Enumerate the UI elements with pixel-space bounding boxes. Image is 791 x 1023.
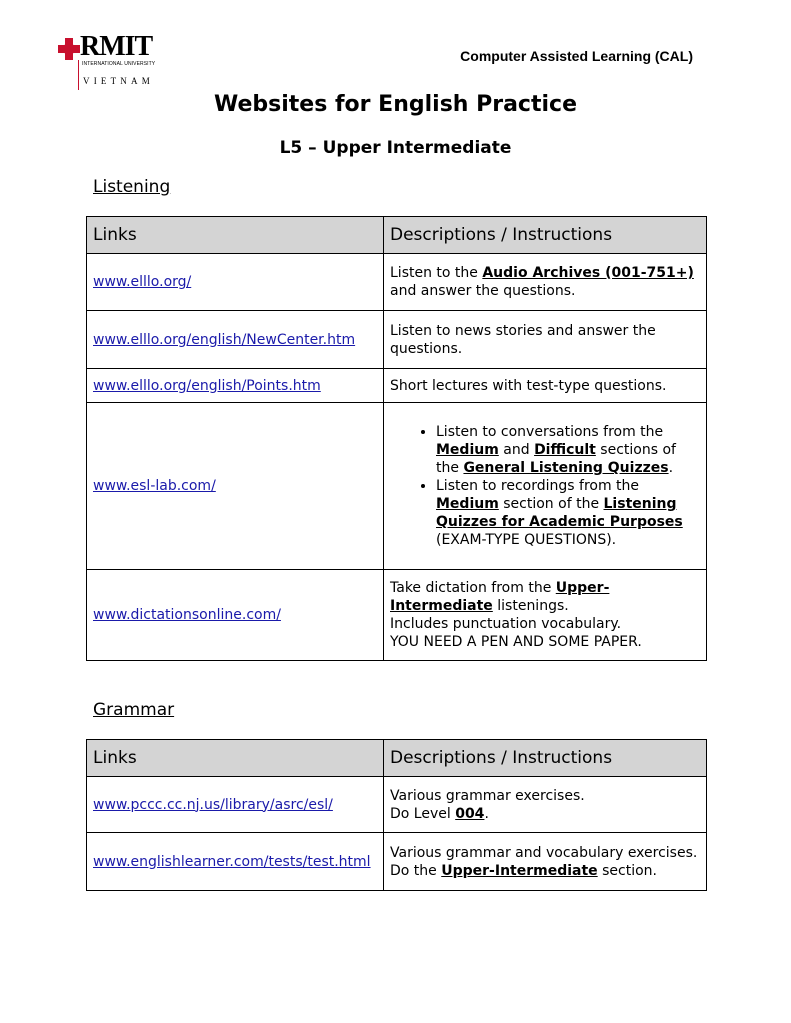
desc-line <box>390 862 700 880</box>
link-elllo[interactable]: www.elllo.org/ <box>87 254 384 311</box>
rmit-cross-icon <box>58 38 80 60</box>
desc-line: Various grammar exercises. <box>390 787 585 804</box>
table-row <box>87 570 707 661</box>
listening-table <box>86 216 707 661</box>
desc-text: section. <box>597 862 657 879</box>
column-header-descriptions: Descriptions / Instructions <box>384 740 707 777</box>
desc-emphasis: General Listening Quizzes <box>463 460 669 476</box>
desc-emphasis: Medium <box>436 496 499 512</box>
link-esl-lab[interactable]: www.esl-lab.com/ <box>87 403 384 570</box>
desc-emphasis: Difficult <box>534 442 596 458</box>
desc-text: and <box>498 442 535 458</box>
desc-emphasis: Upper-Intermediate <box>390 580 610 614</box>
description-cell: Short lectures with test-type questions. <box>384 369 707 403</box>
list-item <box>436 477 700 549</box>
link-englishlearner[interactable]: www.englishlearner.com/tests/test.html <box>87 833 384 891</box>
description-cell <box>384 777 707 833</box>
desc-text: Do Level <box>390 805 456 822</box>
desc-text: Take dictation from the <box>390 580 556 596</box>
link-elllo-newcenter[interactable]: www.elllo.org/english/NewCenter.htm <box>87 311 384 369</box>
page-title: Websites for English Practice <box>214 92 577 117</box>
logo-subtext: INTERNATIONAL UNIVERSITY <box>82 61 156 67</box>
desc-emphasis: Medium <box>436 442 499 458</box>
listening-heading: Listening <box>93 177 171 197</box>
desc-emphasis: Listening Quizzes for Academic Purposes <box>436 496 683 530</box>
desc-text: Do the <box>390 862 442 879</box>
table-row <box>87 311 707 369</box>
desc-line: YOU NEED A PEN AND SOME PAPER. <box>390 634 642 650</box>
grammar-table <box>86 739 707 891</box>
description-cell <box>384 833 707 891</box>
logo-divider <box>78 60 79 90</box>
desc-text: Listen to recordings from the <box>436 478 640 494</box>
desc-line <box>390 579 700 615</box>
grammar-heading: Grammar <box>93 700 175 720</box>
link-pccc[interactable]: www.pccc.cc.nj.us/library/asrc/esl/ <box>87 777 384 833</box>
description-cell <box>384 254 707 311</box>
table-row <box>87 403 707 570</box>
description-list <box>390 423 700 549</box>
desc-line: Various grammar and vocabulary exercises. <box>390 844 698 861</box>
table-row <box>87 777 707 833</box>
table-row <box>87 833 707 891</box>
table-header-row <box>87 217 707 254</box>
page-subtitle: L5 – Upper Intermediate <box>279 138 512 158</box>
desc-text: sections of the <box>436 442 676 476</box>
column-header-links: Links <box>87 740 384 777</box>
desc-emphasis: 004 <box>455 805 485 822</box>
logo-text: RMIT <box>80 31 153 62</box>
rmit-logo <box>58 31 158 90</box>
logo-country: VIETNAM <box>83 76 154 86</box>
table-row <box>87 369 707 403</box>
desc-text: listenings. <box>492 598 569 614</box>
header-course-title: Computer Assisted Learning (CAL) <box>460 48 693 64</box>
desc-text: . <box>668 460 674 476</box>
column-header-links: Links <box>87 217 384 254</box>
column-header-descriptions: Descriptions / Instructions <box>384 217 707 254</box>
desc-line: Includes punctuation vocabulary. <box>390 616 622 632</box>
list-item <box>436 423 700 477</box>
desc-text: Listen to the <box>390 265 483 281</box>
description-cell <box>384 570 707 661</box>
desc-text: (EXAM-TYPE QUESTIONS). <box>436 532 617 548</box>
desc-text: . <box>484 805 489 822</box>
link-dictationsonline[interactable]: www.dictationsonline.com/ <box>87 570 384 661</box>
description-cell <box>384 403 707 570</box>
table-header-row <box>87 740 707 777</box>
desc-emphasis: Upper-Intermediate <box>441 862 598 879</box>
desc-emphasis: Audio Archives (001-751+) <box>482 265 694 281</box>
description-cell: Listen to news stories and answer the questions. <box>384 311 707 369</box>
link-elllo-points[interactable]: www.elllo.org/english/Points.htm <box>87 369 384 403</box>
desc-line <box>390 805 700 823</box>
desc-text: and answer the questions. <box>390 283 576 299</box>
desc-text: Listen to conversations from the <box>436 424 664 440</box>
table-row <box>87 254 707 311</box>
desc-text: section of the <box>498 496 604 512</box>
